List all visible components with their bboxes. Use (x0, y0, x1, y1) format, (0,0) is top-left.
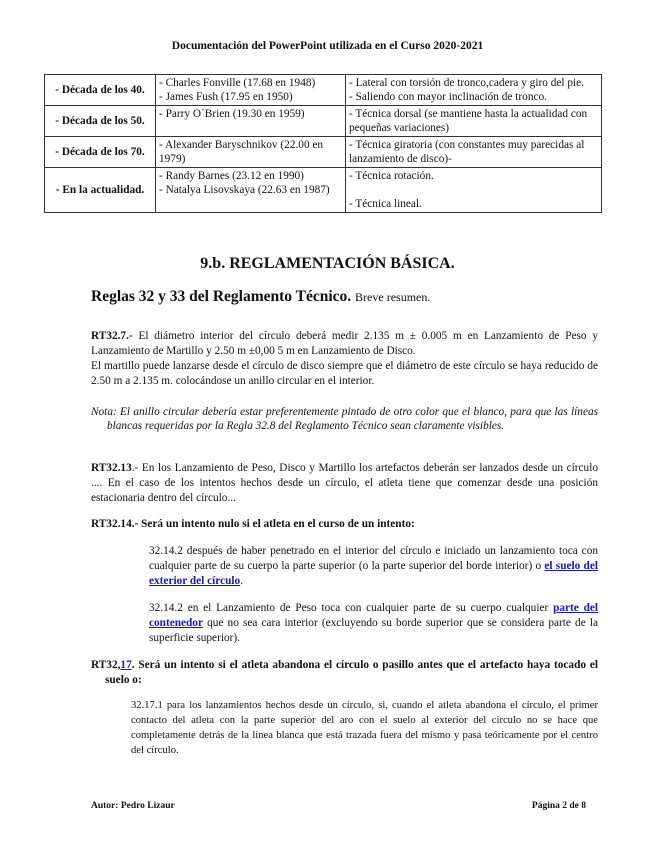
technique: - Técnica giratoria (con constantes muy parecidas al lanzamiento de disco)- (349, 139, 585, 165)
technique-cell (346, 75, 602, 106)
rt32-14-heading (91, 517, 598, 532)
item-end: . (240, 575, 244, 587)
technique-cell (346, 137, 602, 168)
item-text: 32.14.2 en el Lanzamiento de Peso toca con cualquier parte de su cuerpo cualquier (149, 602, 549, 614)
rule-text: .- En los Lanzamiento de Peso, Disco y Martillo los artefactos deberán ser lanzados desde un círculo .... En el caso de los intentos hechos desde un círculo, el atleta tiene que comenzar desde una posición estacionaria dentro del círculo... (91, 462, 598, 504)
document-header: Documentación del PowerPoint utilizada en el Curso 2020-2021 (171, 40, 484, 52)
athlete: - Randy Barnes (23.12 en 1990) (159, 170, 304, 182)
technique: - Saliendo con mayor inclinación de tronco. (349, 91, 547, 103)
rt32-7-paragraph (91, 329, 598, 389)
rule-label: RT32.7.- (91, 330, 133, 342)
athlete: - Parry O´Brien (19.30 en 1959) (159, 108, 305, 120)
technique: - Técnica rotación. (349, 170, 434, 182)
decade-cell: - Década de los 50. (45, 106, 156, 137)
rt32-13-paragraph (91, 461, 598, 506)
table-row (45, 168, 602, 213)
technique: - Técnica lineal. (349, 198, 422, 210)
athlete: - Charles Fonville (17.68 en 1948) (159, 77, 316, 89)
rule-heading: RT32.14.- Será un intento nulo si el atleta en el curso de un intento: (91, 518, 415, 530)
footer-author: Autor: Pedro Lizaur (91, 801, 175, 811)
decade-cell: - En la actualidad. (45, 168, 156, 213)
subtitle-text: Reglas 32 y 33 del Reglamento Técnico. (91, 288, 352, 305)
rt32-17-item: 32.17.1 para los lanzamientos hechos desde un círculo, si, cuando el atleta abandona el círculo, el primer contacto del atleta con la parte superior del aro con el suelo al exterior del círculo no se hace que completamente detrás de la línea blanca que está trazada fuera del mismo y pasa teóricamente por el centro del círculo. (131, 700, 598, 756)
athletes-cell (156, 75, 346, 106)
section-subtitle (91, 288, 430, 306)
container-part-link[interactable]: parte del contenedor (149, 602, 599, 629)
athlete: - Natalya Lisovskaya (22.63 en 1987) (159, 184, 330, 196)
technique: - Técnica dorsal (se mantiene hasta la actualidad con pequeñas variaciones) (349, 108, 588, 134)
section-title: 9.b. REGLAMENTACIÓN BÁSICA. (200, 255, 455, 272)
technique: - Lateral con torsión de tronco,cadera y giro del pie. (349, 77, 584, 89)
exterior-floor-link[interactable]: el suelo del exterior del círculo (149, 560, 598, 587)
athletes-cell (156, 137, 346, 168)
athlete: - James Fush (17.95 en 1950) (159, 91, 293, 103)
table-row (45, 106, 602, 137)
table-row (45, 137, 602, 168)
rule-text-2: El martillo puede lanzarse desde el círculo de disco siempre que el diámetro de este círculo se haya reducido de 2.50 m a 2.135 m. colocándose un anillo circular en el interior. (91, 360, 598, 387)
technique-cell (346, 106, 602, 137)
table-row (45, 75, 602, 106)
rule-heading: . Será un intento si el atleta abandona el círculo o pasillo antes que el artefacto haya tocado el suelo o: (105, 659, 598, 686)
decade-cell: - Década de los 70. (45, 137, 156, 168)
item-text: 32.14.2 después de haber penetrado en el interior del círculo e iniciado un lanzamiento toca con cualquier parte de su cuerpo la parte superior (o la parte superior del borde interior) o (149, 545, 598, 572)
subtitle-note: Breve resumen. (355, 290, 431, 304)
footer-page-number: Página 2 de 8 (531, 801, 586, 811)
decade-cell: - Década de los 40. (45, 75, 156, 106)
history-table (44, 74, 602, 213)
rt32-14-item-1 (149, 544, 598, 589)
note-paragraph: Nota: El anillo circular debería estar preferentemente pintado de otro color que el blanco, para que las líneas blancas requeridas por la Regla 32.8 del Reglamento Técnico sean claramente visibles. (91, 406, 598, 432)
athletes-cell (156, 168, 346, 213)
athletes-cell (156, 106, 346, 137)
rule-prefix: RT32, (91, 659, 121, 671)
rule-17-link[interactable]: 17 (120, 659, 132, 671)
athlete: - Alexander Baryschnikov (22.00 en 1979) (159, 139, 324, 165)
rule-text: El diámetro interior del círculo deberá medir 2.135 m ± 0.005 m en Lanzamiento de Peso y Lanzamiento de Martillo y 2.50 m ±0,00 5 m en Lanzamiento de Disco. (91, 330, 599, 357)
rt32-14-item-2 (149, 601, 598, 646)
rt32-17-heading (91, 658, 598, 688)
rule-label: RT32.13 (91, 462, 132, 474)
technique-cell (346, 168, 602, 213)
item-end: que no sea cara interior (excluyendo su borde superior que se considera parte de la superficie superior). (149, 617, 598, 644)
